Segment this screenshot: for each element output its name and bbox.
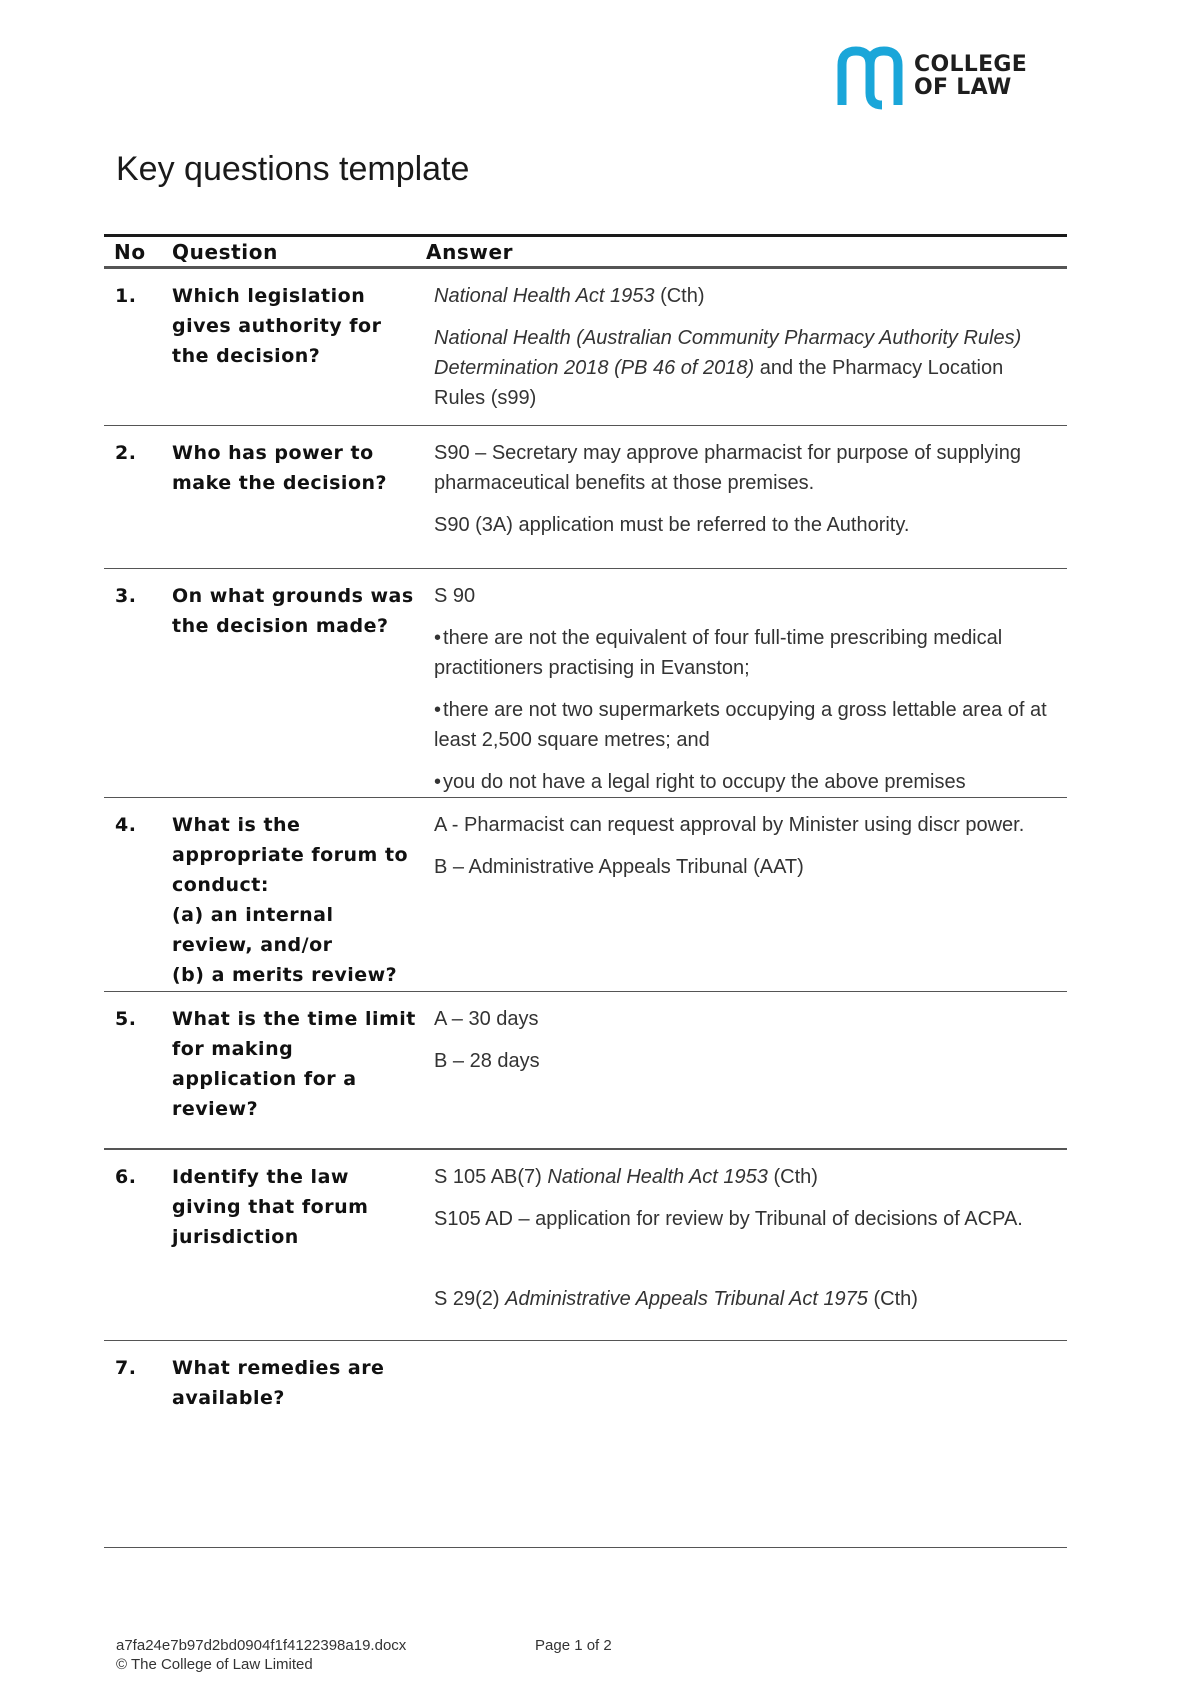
answer-cell <box>426 268 1067 426</box>
question-text: On what grounds was the decision made? <box>172 585 414 637</box>
page-title: Key questions template <box>116 150 470 188</box>
answer-text: S 29(2) <box>434 1287 506 1310</box>
logo-line-2: OF LAW <box>914 75 1012 100</box>
answer-paragraph <box>434 1162 1053 1192</box>
answer-cell <box>426 1341 1067 1548</box>
logo-text <box>914 53 1027 99</box>
bullet-icon: • <box>434 627 442 649</box>
answer-cell <box>426 992 1067 1149</box>
row-number: 3. <box>115 585 137 607</box>
answer-text: and the Pharmacy Location Rules (s99) <box>434 357 1004 409</box>
question-text: What is the time limit for making application for a review? <box>172 1008 416 1120</box>
act-citation: National Health Act 1953 <box>547 1165 768 1188</box>
act-citation: National Health Act 1953 <box>434 285 655 307</box>
question-text: Who has power to make the decision? <box>172 442 388 494</box>
row-number: 4. <box>115 814 137 836</box>
bullet-text: you do not have a legal right to occupy the above premises <box>443 771 966 793</box>
row-number: 1. <box>115 285 137 307</box>
answer-paragraph <box>434 323 1053 413</box>
answer-paragraph: S 90 <box>434 585 476 607</box>
table-row <box>104 798 1067 992</box>
table-row <box>104 1341 1067 1548</box>
footer-page-number: Page 1 of 2 <box>535 1637 612 1654</box>
answer-text: S 105 AB(7) <box>434 1165 548 1188</box>
question-text: Identify the law giving that forum jurisdiction <box>172 1165 369 1248</box>
logo-line-1: COLLEGE <box>914 52 1028 77</box>
answer-text: (Cth) <box>867 1287 918 1310</box>
row-number: 7. <box>115 1357 137 1379</box>
question-text: What remedies are available? <box>172 1357 385 1409</box>
answer-cell <box>426 1149 1067 1341</box>
answer-paragraph: S90 (3A) application must be referred to the Authority. <box>434 514 910 536</box>
college-of-law-logo-icon <box>836 43 904 111</box>
header-answer: Answer <box>426 236 1067 268</box>
answer-paragraph <box>434 1284 1053 1314</box>
row-number: 5. <box>115 1008 137 1030</box>
header-no: No <box>104 236 162 268</box>
table-row <box>104 1149 1067 1341</box>
key-questions-table <box>104 234 1067 1548</box>
table-row <box>104 268 1067 426</box>
college-of-law-logo <box>836 40 1052 112</box>
bullet-icon: • <box>434 699 442 721</box>
act-citation: National Health (Australian Community Pharmacy Authority Rules) Determination 2018 (PB 46 of 2018) <box>434 327 1022 379</box>
bullet-text: there are not two supermarkets occupying a gross lettable area of at least 2,500 square metres; and <box>434 699 1047 751</box>
answer-cell <box>426 426 1067 569</box>
answer-paragraph: A - Pharmacist can request approval by Minister using discr power. <box>434 814 1025 836</box>
answer-text: (Cth) <box>767 1165 818 1188</box>
question-line: What is the appropriate forum to conduct: <box>172 814 409 896</box>
answer-paragraph: S105 AD – application for review by Tribunal of decisions of ACPA. <box>434 1207 1023 1230</box>
header-question: Question <box>162 236 426 268</box>
answer-cell <box>426 798 1067 992</box>
row-number: 6. <box>115 1165 137 1188</box>
question-text: Which legislation gives authority for the decision? <box>172 285 382 367</box>
bullet-text: there are not the equivalent of four full-time prescribing medical practitioners practising in Evanston; <box>434 627 1003 679</box>
answer-text: (Cth) <box>654 285 705 307</box>
bullet-item <box>434 623 1053 683</box>
act-citation: Administrative Appeals Tribunal Act 1975 <box>505 1287 868 1310</box>
table-row <box>104 569 1067 798</box>
bullet-item <box>434 767 1053 797</box>
answer-paragraph: S90 – Secretary may approve pharmacist for purpose of supplying pharmaceutical benefits at those premises. <box>434 442 1021 494</box>
table-row <box>104 992 1067 1149</box>
table-row <box>104 426 1067 569</box>
answer-paragraph: A – 30 days <box>434 1008 539 1030</box>
footer-copyright: © The College of Law Limited <box>116 1656 313 1673</box>
answer-paragraph <box>434 281 1053 311</box>
footer-left <box>116 1636 406 1674</box>
answer-paragraph: B – 28 days <box>434 1050 540 1072</box>
footer-filename: a7fa24e7b97d2bd0904f1f4122398a19.docx <box>116 1637 407 1654</box>
table-header-row <box>104 236 1067 268</box>
row-number: 2. <box>115 442 137 464</box>
answer-cell <box>426 569 1067 798</box>
bullet-icon: • <box>434 771 442 793</box>
question-text <box>162 798 426 992</box>
answer-paragraph: B – Administrative Appeals Tribunal (AAT) <box>434 856 804 878</box>
bullet-item <box>434 695 1053 755</box>
question-line: (a) an internal review, and/or <box>172 904 334 956</box>
question-line: (b) a merits review? <box>172 964 398 986</box>
